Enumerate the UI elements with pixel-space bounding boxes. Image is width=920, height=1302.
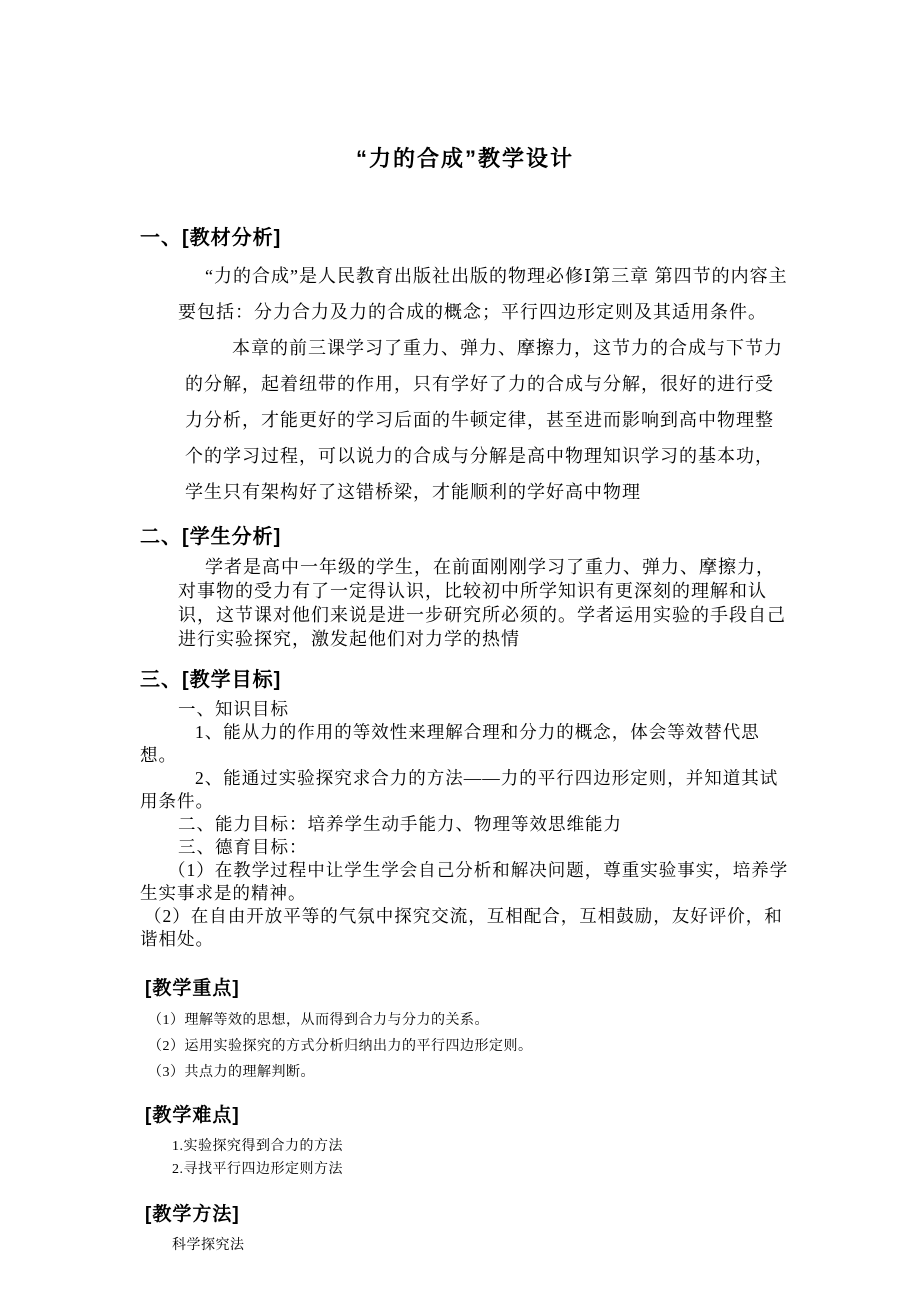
list-item: （2）在自由开放平等的气氛中探究交流，互相配合，互相鼓励，友好评价，和谐相处。 bbox=[140, 906, 783, 949]
section-student-analysis bbox=[140, 520, 790, 651]
list-item: 一、知识目标 bbox=[178, 699, 289, 719]
list-item: （1）理解等效的思想，从而得到合力与分力的关系。 bbox=[148, 1013, 489, 1028]
teaching-method-list bbox=[172, 1234, 790, 1257]
section-heading-teaching-method: [教学方法] bbox=[145, 1204, 240, 1225]
section-material-analysis bbox=[140, 221, 790, 510]
list-item: 科学探究法 bbox=[172, 1238, 245, 1253]
teaching-focus-list bbox=[148, 1008, 790, 1086]
list-item: 2、能通过实验探究求合力的方法——力的平行四边形定则，并知道其试用条件。 bbox=[140, 768, 779, 811]
section-teaching-method bbox=[140, 1199, 790, 1257]
list-item: （1）在教学过程中让学生学会自己分析和解决问题，尊重实验事实，培养学生实事求是的精神。 bbox=[140, 860, 789, 903]
list-item: 二、能力目标：培养学生动手能力、物理等效思维能力 bbox=[178, 814, 622, 834]
teaching-goals-list bbox=[140, 698, 790, 951]
list-item: 三、德育目标： bbox=[178, 837, 308, 857]
list-item: 2.寻找平行四边形定则方法 bbox=[172, 1162, 343, 1177]
section-heading-teaching-difficulty: [教学难点] bbox=[145, 1105, 240, 1126]
section-heading-teaching-focus: [教学重点] bbox=[145, 978, 240, 999]
paragraph-student-analysis: 学者是高中一年级的学生，在前面刚刚学习了重力、弹力、摩擦力，对事物的受力有了一定得认识，比较初中所学知识有更深刻的理解和认识，这节课对他们来说是进一步研究所必须的。学者运用实验的手段自己进行实验探究，激发起他们对力学的热情 bbox=[178, 557, 786, 649]
document-title: “力的合成”教学设计 bbox=[355, 146, 574, 171]
section-teaching-goals bbox=[140, 663, 790, 951]
teaching-difficulty-list bbox=[172, 1135, 790, 1181]
list-item: （2）运用实验探究的方式分析归纳出力的平行四边形定则。 bbox=[148, 1039, 533, 1054]
list-item: 1.实验探究得到合力的方法 bbox=[172, 1139, 343, 1154]
paragraph-material-detail: 本章的前三课学习了重力、弹力、摩擦力，这节力的合成与下节力的分解，起着纽带的作用，只有学好了力的合成与分解，很好的进行受力分析，才能更好的学习后面的牛顿定律，甚至进而影响到高中物理整个的学习过程，可以说力的合成与分解是高中物理知识学习的基本功，学生只有架构好了这错桥梁，才能顺利的学好高中物理 bbox=[185, 338, 783, 502]
section-heading-material-analysis: 一、[教材分析] bbox=[140, 227, 282, 249]
list-item: 1、能从力的作用的等效性来理解合理和分力的概念，体会等效替代思想。 bbox=[140, 722, 760, 765]
section-heading-teaching-goals: 三、[教学目标] bbox=[140, 669, 282, 691]
list-item: （3）共点力的理解判断。 bbox=[148, 1065, 315, 1080]
section-teaching-focus bbox=[140, 973, 790, 1086]
section-heading-student-analysis: 二、[学生分析] bbox=[140, 526, 282, 548]
section-teaching-difficulty bbox=[140, 1100, 790, 1181]
paragraph-material-intro: “力的合成”是人民教育出版社出版的物理必修Ⅰ第三章 第四节的内容主要包括：分力合力及力的合成的概念；平行四边形定则及其适用条件。 bbox=[178, 266, 788, 322]
